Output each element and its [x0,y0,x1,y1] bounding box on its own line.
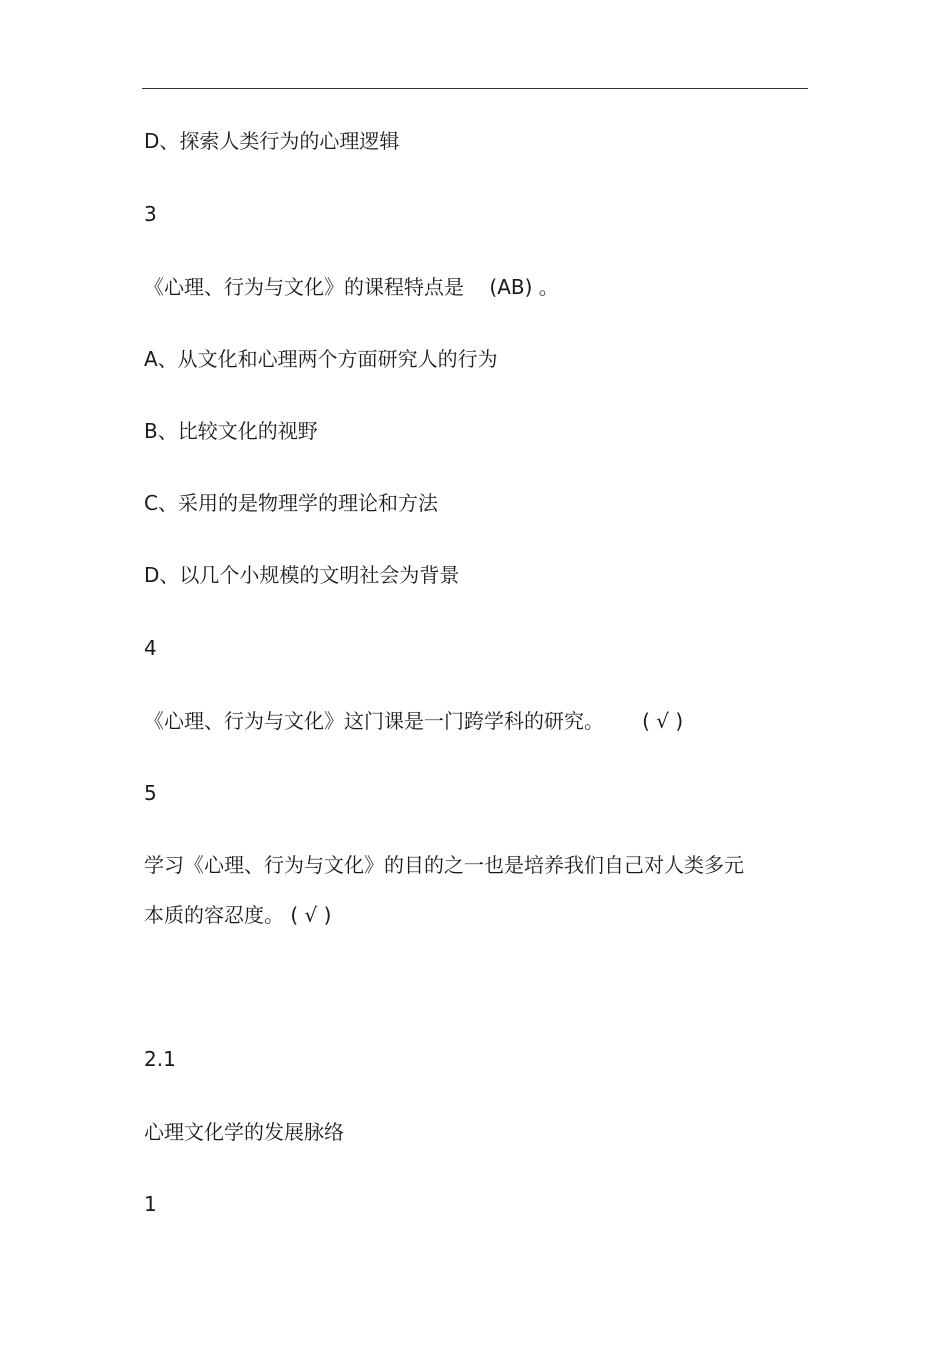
question-text: 《心理、行为与文化》这门课是一门跨学科的研究。 ( √ ) [144,709,684,733]
section-number: 2.1 [144,1047,176,1071]
question-text-continued: 本质的容忍度。 ( √ ) [144,903,332,927]
section-title: 心理文化学的发展脉络 [144,1120,344,1144]
question-number: 3 [144,202,157,226]
question-text: 学习《心理、行为与文化》的目的之一也是培养我们自己对人类多元 [144,853,744,877]
question-number: 4 [144,636,157,660]
question-number: 1 [144,1192,157,1216]
option-b-text: B、比较文化的视野 [144,419,318,443]
question-number: 5 [144,781,157,805]
option-d-text: D、以几个小规模的文明社会为背景 [144,563,460,587]
question-text: 《心理、行为与文化》的课程特点是 (AB) 。 [144,275,559,299]
option-d-text: D、探索人类行为的心理逻辑 [144,129,400,153]
option-c-text: C、采用的是物理学的理论和方法 [144,491,438,515]
option-a-text: A、从文化和心理两个方面研究人的行为 [144,347,498,371]
header-rule [142,88,808,89]
